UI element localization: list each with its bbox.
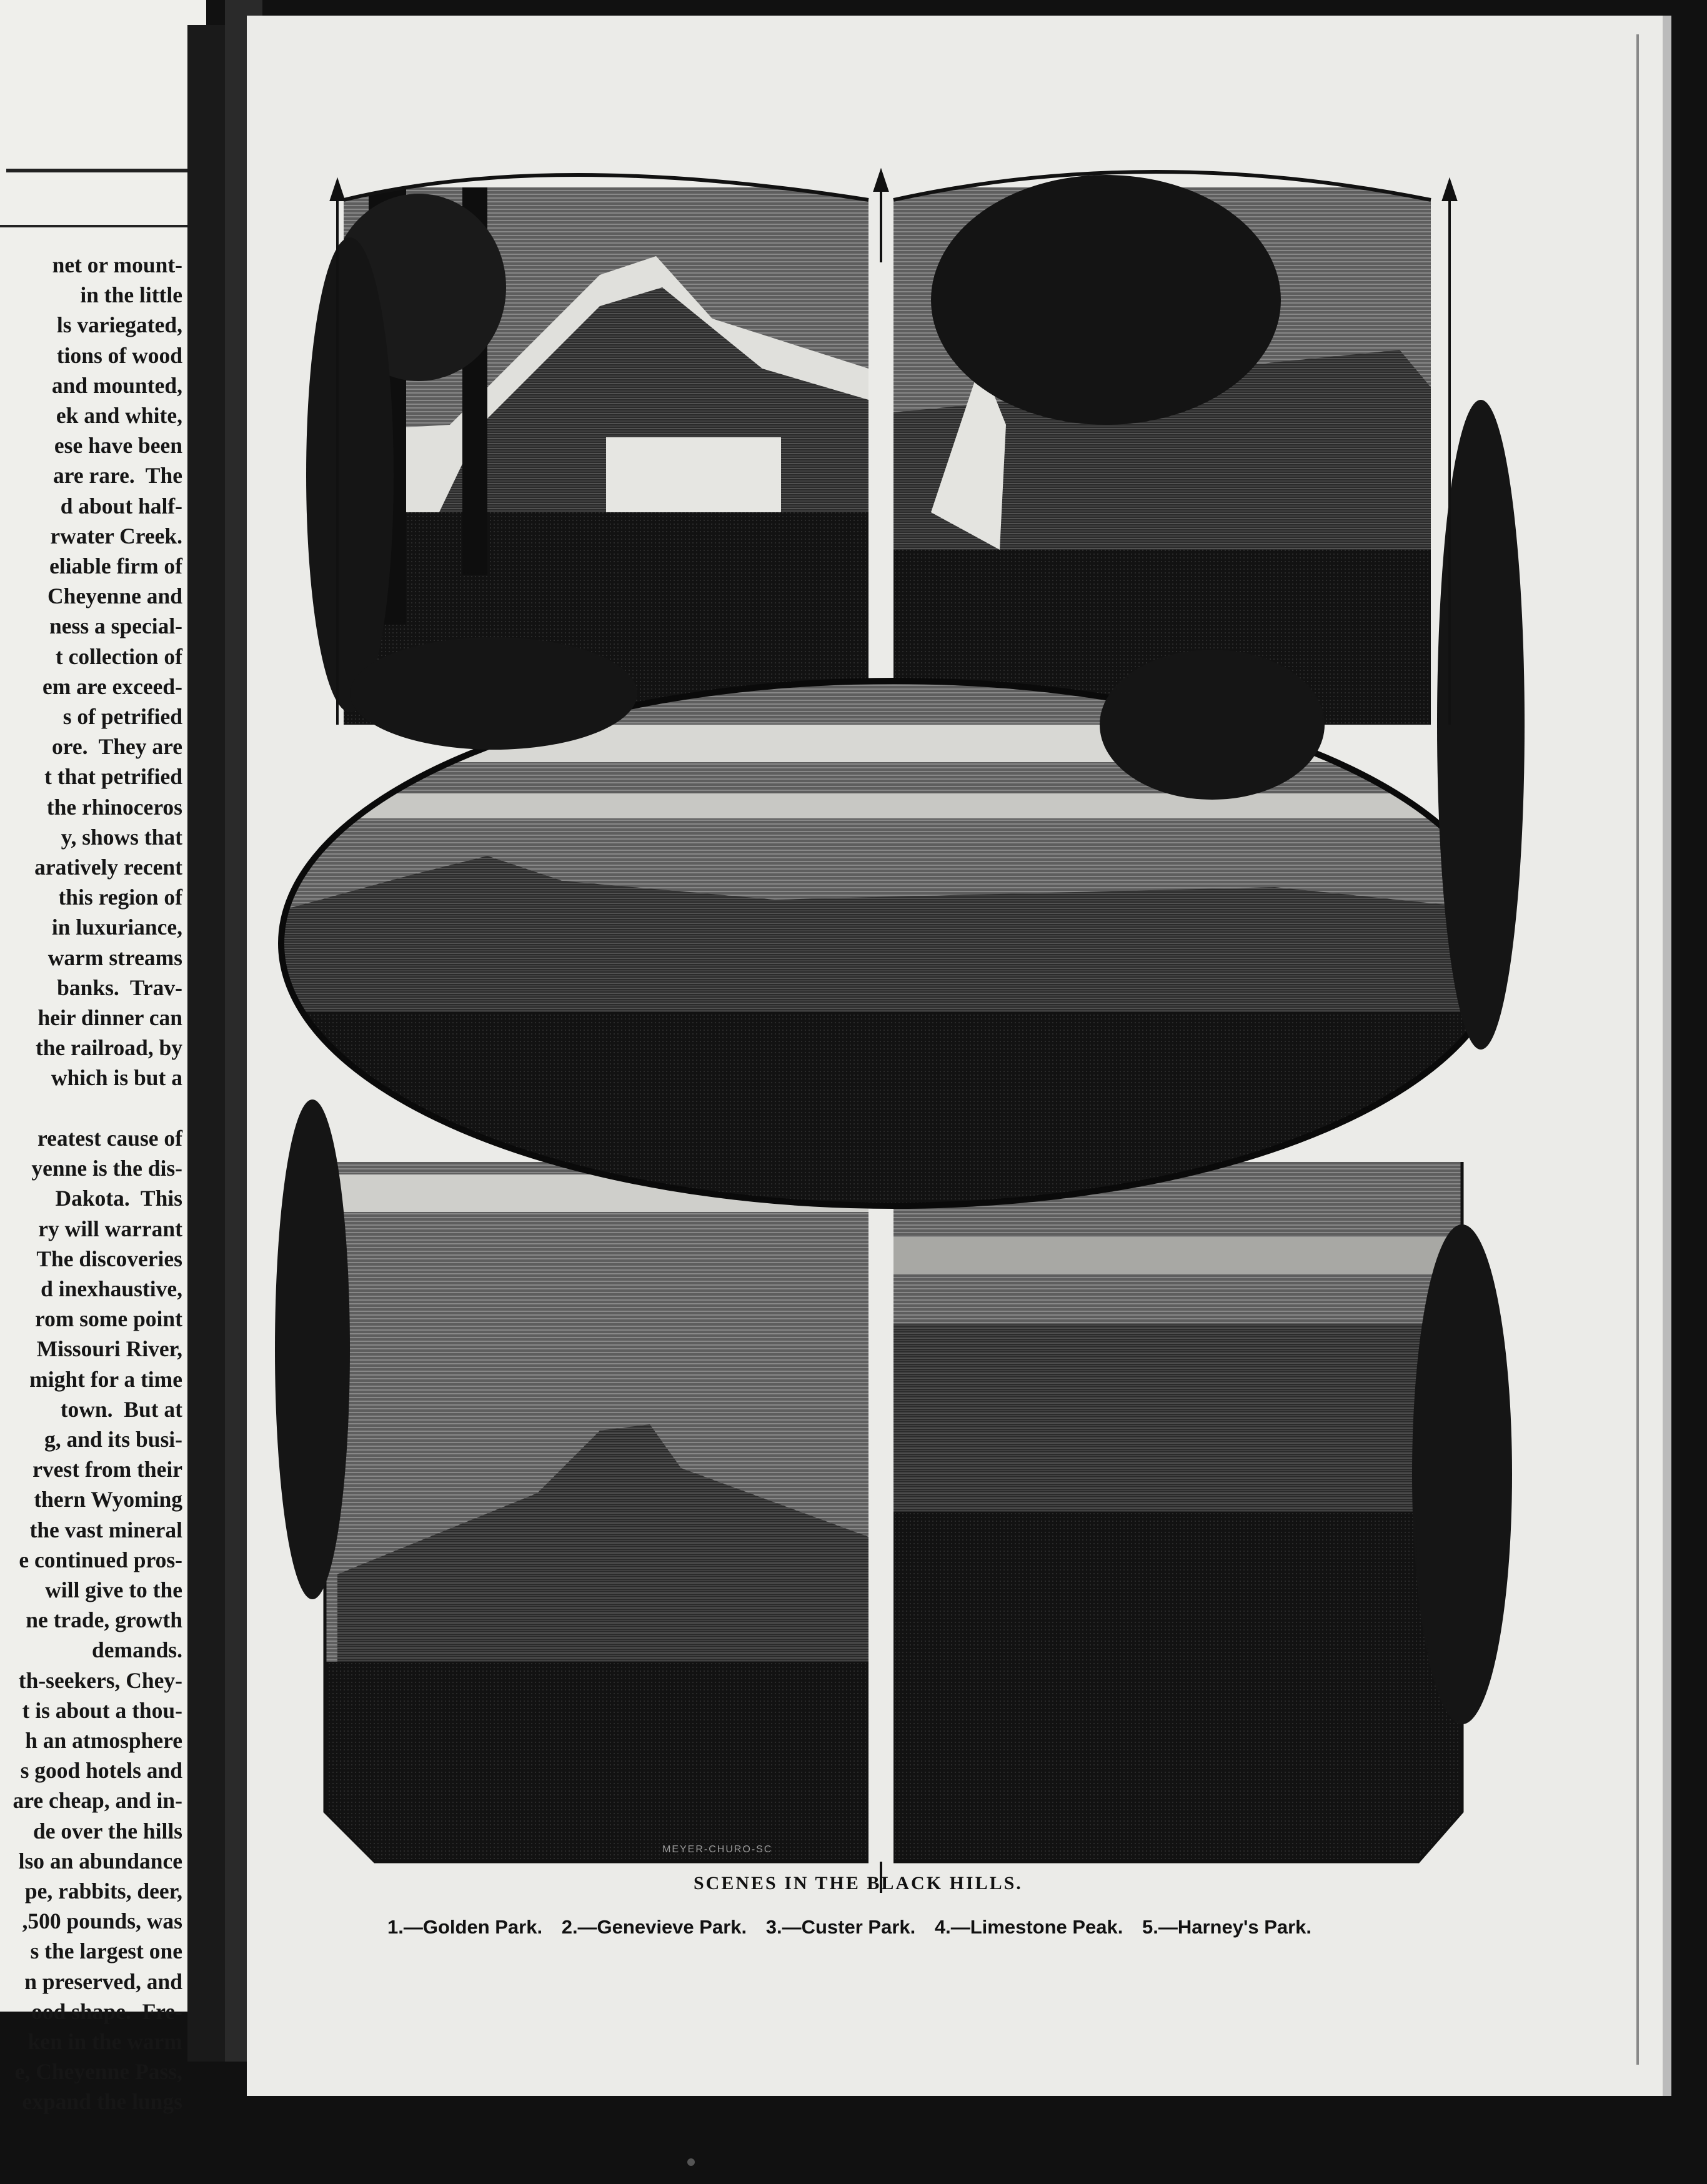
binding-gutter [187,25,225,2062]
text-line: Dakota. This [55,1186,182,1211]
text-line: ne trade, growth [26,1607,182,1633]
text-line: Missouri River, [36,1336,182,1362]
text-line: ek and white, [56,403,182,429]
body-text-column [0,250,182,2117]
text-line: d about half- [60,493,182,519]
text-line: ese have been [54,433,182,459]
text-line: net or mount- [52,252,182,277]
text-line: reatest cause of [37,1125,182,1151]
text-line: t collection of [55,643,182,669]
scene-custer-park [275,681,1518,1224]
page-border-line [1636,34,1639,2065]
text-line: aratively recent [34,855,182,880]
text-line: t is about a thou- [22,1697,182,1723]
text-line: de over the hills [33,1818,182,1844]
caption-item: 3.—Custer Park. [765,1916,916,1938]
text-line: s the largest one [30,1938,182,1964]
text-line: t that petrified [44,764,182,790]
text-line: banks. Trav- [57,975,182,1000]
text-line: eliable firm of [49,553,182,579]
text-line: th-seekers, Chey- [18,1667,182,1693]
text-line: pe, rabbits, deer, [24,1878,182,1904]
text-line: ,500 pounds, was [22,1909,182,1934]
text-line: in luxuriance, [51,915,182,940]
text-line: and mounted, [51,372,182,398]
text-line: town. But at [60,1396,182,1422]
text-line: expand the lungs [22,2089,182,2115]
text-line: e continued pros- [19,1547,182,1572]
text-line: y, shows that [61,824,182,850]
scene-genevieve-park [887,175,1437,731]
scene-limestone-peak [325,1162,875,1868]
text-line: ls variegated, [56,312,182,338]
scan-mark [687,2158,695,2166]
text-line: the vast mineral [29,1517,182,1542]
header-rule [0,225,187,227]
text-line: ore. They are [51,734,182,760]
text-line: ood shape. Fre- [31,1998,182,2024]
text-line: ness a special- [49,613,182,639]
text-line: which is but a [51,1065,182,1091]
text-line: Cheyenne and [47,583,182,609]
text-line [0,1093,182,1123]
text-line: d inexhaustive, [41,1276,182,1301]
text-line: rom some point [34,1306,182,1332]
text-line: are cheap, and in- [12,1788,182,1814]
caption-item: 4.—Limestone Peak. [934,1916,1123,1938]
text-line: in the little [80,282,182,308]
text-line: g, and its busi- [44,1426,182,1452]
text-line: lso an abundance [18,1848,182,1874]
text-line: thern Wyoming [34,1487,182,1512]
plate-title: SCENES IN THE BLACK HILLS. [694,1873,1023,1894]
left-page-fragment [0,0,206,2115]
text-line: warm streams [47,945,182,970]
text-line: yenne is the dis- [31,1156,182,1181]
text-line: ry will warrant [38,1216,182,1241]
scene-harneys-park [893,1162,1468,1868]
text-line: rwater Creek. [50,523,182,548]
text-line: e, Cheyenne Pass, [14,2059,182,2085]
text-line: demands. [92,1637,182,1663]
text-line: The discoveries [36,1246,182,1271]
caption-item: 1.—Golden Park. [387,1916,543,1938]
text-line: are rare. The [52,463,182,489]
text-line: tions of wood [56,342,182,368]
page-edge [1663,16,1671,2096]
text-line: the railroad, by [35,1035,182,1061]
text-line: rvest from their [32,1457,182,1482]
top-rule [6,169,194,172]
text-line: the rhinoceros [46,794,182,820]
scene-caption-list [387,1916,1325,1938]
engraving-plate [275,162,1518,1887]
caption-item: 2.—Genevieve Park. [561,1916,747,1938]
text-line: h an atmosphere [25,1727,182,1753]
text-line: em are exceed- [42,673,182,699]
caption-item: 5.—Harney's Park. [1142,1916,1312,1938]
text-line: s good hotels and [20,1758,182,1784]
text-line: will give to the [45,1577,182,1602]
text-line: n preserved, and [24,1968,182,1994]
text-line: ken in the warm [27,2028,182,2054]
text-line: might for a time [29,1366,182,1392]
engraver-signature: MEYER-CHURO-SC [662,1844,773,1855]
text-line: this region of [58,885,182,910]
text-line: s of petrified [62,704,182,730]
text-line: heir dinner can [37,1005,182,1031]
